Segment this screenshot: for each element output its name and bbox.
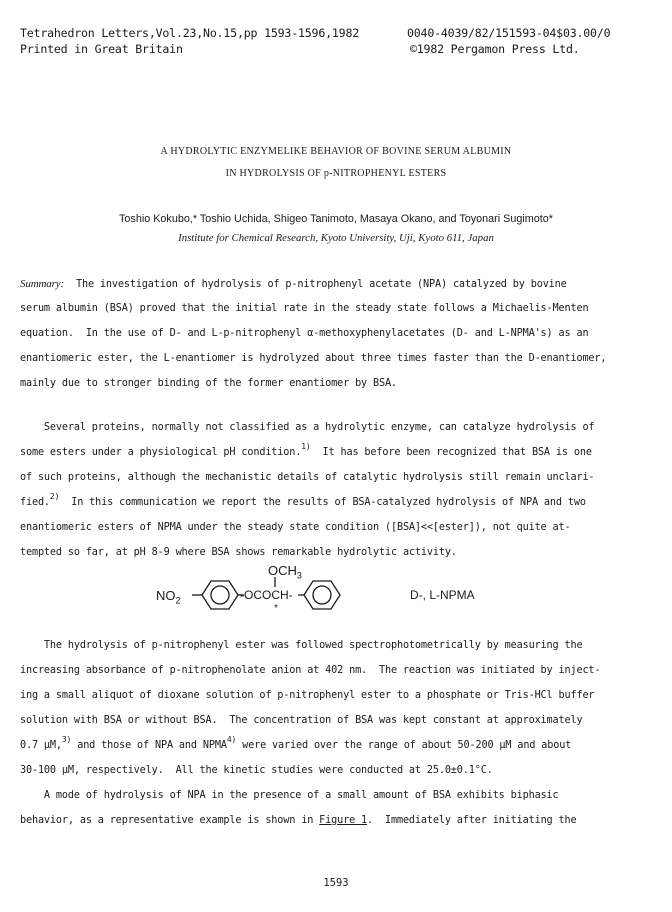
ref-4: 4) — [226, 735, 237, 744]
para1-line-3: of such proteins, although the mechanistic details of catalytic hydrolysis still remain unclari- — [20, 472, 595, 483]
npma-structure — [140, 563, 380, 623]
journal-citation: Tetrahedron Letters,Vol.23,No.15,pp 1593-1596,1982 — [20, 26, 360, 40]
summary-line-3: equation. In the use of D- and L-p-nitrophenyl α-methoxyphenylacetates (D- and L-NPMA's) as an — [20, 328, 589, 339]
para2-line-4: solution with BSA or without BSA. The concentration of BSA was kept constant at approximately — [20, 715, 583, 726]
ref-1: 1) — [301, 442, 311, 451]
para1-line-2: some esters under a physiological pH condition.$^{1)}$ It has before been recognized that BSA is one — [20, 442, 592, 458]
para1-line-5: enantiomeric esters of NPMA under the steady state condition ([BSA]<<[ester]), not quite at- — [20, 522, 571, 533]
para2-line-5: 0.7 μM,$^{3)}$ and those of NPA and NPMA$^{4)}$ were varied over the range of about 50-200 μM and about — [20, 735, 572, 751]
para1-line-6: tempted so far, at pH 8-9 where BSA shows remarkable hydrolytic activity. — [20, 547, 457, 558]
para2-line-1: The hydrolysis of p-nitrophenyl ester was followed spectrophotometrically by measuring the — [20, 640, 583, 651]
copyright-publisher: ©1982 Pergamon Press Ltd. — [410, 42, 580, 56]
para2-line-3: ing a small aliquot of dioxane solution of p-nitrophenyl ester to a phosphate or Tris-HCl buffer — [20, 690, 595, 701]
ref-2: 2) — [49, 492, 60, 501]
paper-title-line1: A HYDROLYTIC ENZYMELIKE BEHAVIOR OF BOVINE SERUM ALBUMIN — [160, 146, 512, 157]
nitro-group: $NO_2$ — [156, 588, 181, 606]
para1-line-4: fied.$^{2)}$ In this communication we report the results of BSA-catalyzed hydrolysis of NPA and two — [20, 492, 586, 508]
methoxy-group: $OCH_3$ — [268, 563, 302, 581]
para3-line-2: behavior, as a representative example is shown in Figure 1. Immediately after initiating the — [20, 815, 577, 826]
figure-1-link[interactable]: Figure 1 — [319, 815, 368, 826]
para3-line-1: A mode of hydrolysis of NPA in the presence of a small amount of BSA exhibits biphasic — [20, 790, 559, 801]
chiral-center-mark: * — [274, 603, 278, 614]
summary-label: Summary: — [20, 278, 65, 290]
summary-line-5: mainly due to stronger binding of the former enantiomer by BSA. — [20, 378, 397, 389]
para2-line-2: increasing absorbance of p-nitrophenolate anion at 402 nm. The reaction was initiated by inject- — [20, 665, 601, 676]
author-list: Toshio Kokubo,* Toshio Uchida, Shigeo Tanimoto, Masaya Okano, and Toyonari Sugimoto* — [119, 213, 553, 225]
page-number: 1593 — [323, 877, 349, 889]
para2-line-6: 30-100 μM, respectively. All the kinetic studies were conducted at 25.0±0.1°C. — [20, 765, 493, 776]
ester-linkage: -OCOCH- — [240, 588, 293, 602]
structure-label: D-, L-NPMA — [410, 588, 475, 602]
summary-line-2: serum albumin (BSA) proved that the initial rate in the steady state follows a Michaelis-Menten — [20, 303, 589, 314]
ref-3: 3) — [61, 735, 72, 744]
summary-line-1: Summary: The investigation of hydrolysis of p-nitrophenyl acetate (NPA) catalyzed by bovine — [20, 278, 567, 290]
affiliation: Institute for Chemical Research, Kyoto University, Uji, Kyoto 611, Japan — [178, 232, 494, 244]
printed-in: Printed in Great Britain — [20, 42, 183, 56]
summary-line-4: enantiomeric ester, the L-enantiomer is hydrolyzed about three times faster than the D-enantiomer, — [20, 353, 607, 364]
copyright-code: 0040-4039/82/151593-04$03.00/0 — [407, 26, 611, 40]
para1-line-1: Several proteins, normally not classified as a hydrolytic enzyme, can catalyze hydrolysis of — [20, 422, 595, 433]
paper-title-line2: IN HYDROLYSIS OF p-NITROPHENYL ESTERS — [225, 168, 447, 179]
